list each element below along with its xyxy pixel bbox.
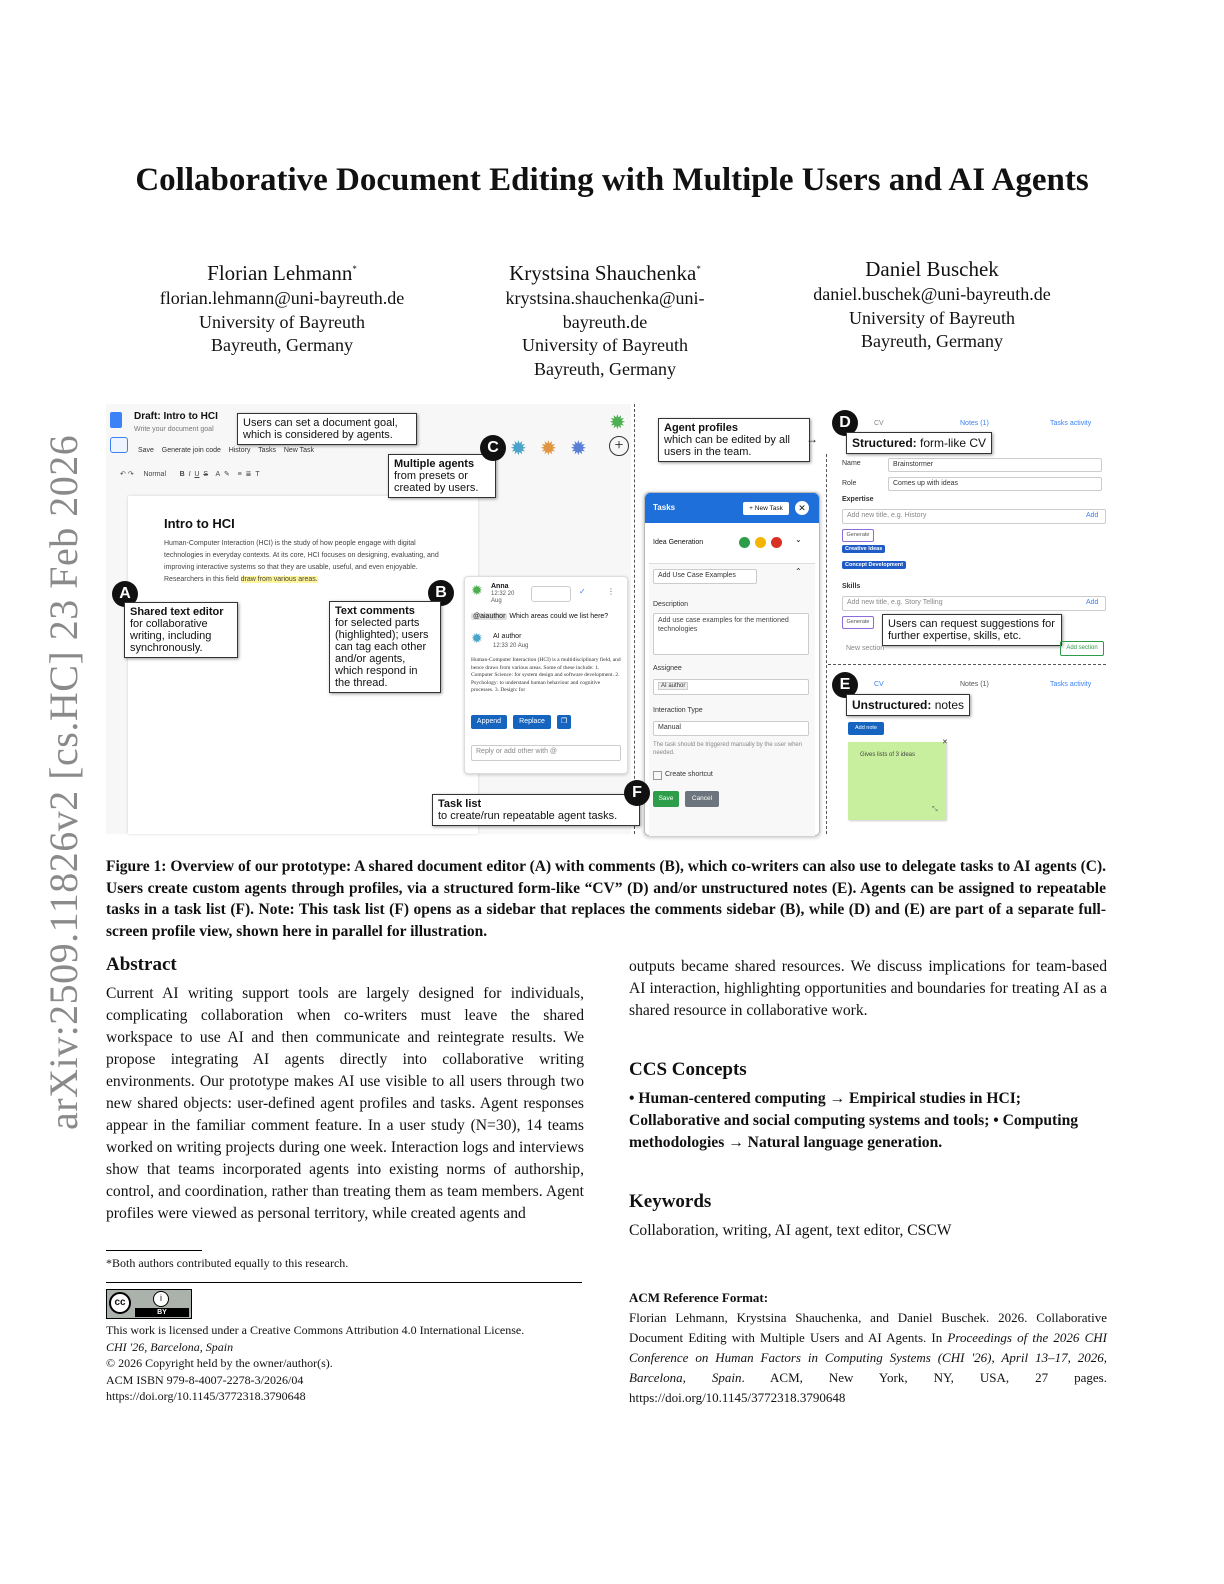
callout-title: Task list bbox=[438, 798, 482, 810]
author-location: Bayreuth, Germany bbox=[211, 335, 353, 355]
badge-c: C bbox=[480, 435, 506, 461]
acm-text-part: . ACM, New York, NY, USA, 27 pages. https://doi.org/10.1145/3772318.3790648 bbox=[629, 1370, 1107, 1405]
resolve-icon[interactable]: ✓ bbox=[579, 587, 586, 596]
comment-author: Anna bbox=[491, 583, 509, 590]
callout-structured bbox=[846, 432, 992, 454]
numbered-list-icon[interactable]: ≣ bbox=[245, 471, 252, 478]
tab-notes[interactable]: Notes (1) bbox=[960, 681, 989, 688]
footnote-rule bbox=[106, 1250, 202, 1251]
shortcut-checkbox[interactable] bbox=[653, 771, 662, 780]
author-email: daniel.buschek@uni-bayreuth.de bbox=[813, 284, 1051, 304]
add-skill-button[interactable]: Add bbox=[1086, 599, 1099, 606]
generate-expertise-button[interactable]: Generate bbox=[842, 529, 874, 542]
badge-d: D bbox=[832, 410, 858, 436]
ai-reply-time: 12:33 20 Aug bbox=[493, 643, 529, 649]
style-select[interactable]: Normal bbox=[143, 471, 166, 478]
bold-icon[interactable]: B bbox=[179, 471, 185, 478]
list-icon[interactable]: ≡ bbox=[237, 471, 242, 478]
cc-by-label: BY bbox=[135, 1308, 189, 1317]
venue-text: CHI '26, Barcelona, Spain bbox=[106, 1339, 234, 1354]
append-button[interactable]: Append bbox=[471, 715, 507, 729]
menu-new-task[interactable]: New Task bbox=[283, 447, 315, 454]
acm-reference bbox=[629, 1288, 1107, 1408]
skills-input[interactable]: Add new title, e.g. Story Telling bbox=[842, 596, 1106, 611]
author-name: Daniel Buschek bbox=[865, 257, 999, 281]
description-label: Description bbox=[653, 601, 689, 608]
author-name: Florian Lehmann bbox=[207, 261, 353, 285]
task-name[interactable]: Idea Generation bbox=[653, 539, 704, 546]
callout-body: from presets or created by users. bbox=[394, 470, 479, 494]
role-label: Role bbox=[842, 480, 857, 487]
acm-text bbox=[629, 1308, 1107, 1408]
equal-contribution-mark: * bbox=[352, 264, 357, 274]
callout-suggestions: Users can request suggestions for further expertise, skills, etc. bbox=[882, 614, 1062, 646]
copy-icon[interactable]: ❐ bbox=[557, 715, 571, 729]
home-icon[interactable] bbox=[110, 437, 128, 453]
ai-avatar-icon: ✹ bbox=[471, 632, 483, 647]
highlight-icon[interactable]: ✎ bbox=[224, 471, 230, 478]
add-agent-icon[interactable]: + bbox=[609, 436, 629, 456]
interaction-type-label: Interaction Type bbox=[653, 707, 703, 714]
arrow-icon: → bbox=[806, 432, 818, 446]
menu-tasks[interactable]: Tasks bbox=[258, 447, 277, 454]
save-button[interactable]: Save bbox=[653, 791, 679, 807]
note-card[interactable] bbox=[848, 739, 948, 820]
run-icon[interactable] bbox=[739, 537, 750, 548]
callout-title: Text comments bbox=[335, 605, 415, 617]
agent-avatar-icon[interactable]: ✹ bbox=[609, 412, 626, 434]
note-text: Gives lists of 3 ideas bbox=[860, 752, 916, 758]
badge-a: A bbox=[112, 581, 138, 607]
assignee-label: Assignee bbox=[653, 665, 682, 672]
interaction-type-select[interactable]: Manual bbox=[653, 721, 809, 736]
callout-body: notes bbox=[934, 698, 965, 712]
comment-time: 12:32 20 Aug bbox=[491, 591, 515, 604]
keywords-text: Collaboration, writing, AI agent, text editor, CSCW bbox=[629, 1222, 952, 1239]
callout-title: Unstructured: bbox=[852, 698, 932, 712]
tab-cv[interactable]: CV bbox=[874, 681, 884, 688]
agent-avatar-icon[interactable]: ✹ bbox=[540, 438, 557, 460]
abstract-continuation: outputs became shared resources. We discuss implications for team-based AI interaction, highlighting opportunities and boundaries for treating AI as a shared resource in collaborative work. bbox=[629, 958, 1107, 1019]
callout-task-list bbox=[432, 794, 640, 826]
acm-proceedings: Proceedings of the 2026 CHI Conference on Human Factors in Computing Systems (CHI '26), April 13–17, 2026, Barcelona, Spain bbox=[629, 1330, 1107, 1385]
expertise-input[interactable]: Add new title, e.g. History bbox=[842, 509, 1106, 524]
badge-b: B bbox=[428, 580, 454, 606]
font-color-icon[interactable]: A bbox=[215, 471, 221, 478]
keywords-section bbox=[629, 1190, 1107, 1242]
underline-icon[interactable]: U bbox=[194, 471, 200, 478]
italic-icon[interactable]: I bbox=[188, 471, 191, 478]
acm-heading: ACM Reference Format: bbox=[629, 1290, 769, 1305]
comment-question bbox=[471, 613, 608, 620]
ai-reply-text: Human-Computer Interaction (HCI) is a multidisciplinary field, and hence draws from various areas. Some of these include: 1. Computer Science: for system design and software development. 2. Psychology: to understand human behaviour and cognitive processes. 3. Design: for bbox=[471, 657, 621, 693]
editor-menu bbox=[138, 447, 314, 454]
replace-button[interactable]: Replace bbox=[513, 715, 551, 729]
footnote: *Both authors contributed equally to this research. bbox=[106, 1256, 349, 1270]
cancel-button[interactable]: Cancel bbox=[685, 791, 719, 807]
task-title-input[interactable]: Add Use Case Examples bbox=[653, 569, 757, 584]
tasks-panel bbox=[644, 492, 820, 836]
close-icon[interactable]: ✕ bbox=[795, 501, 809, 515]
expertise-tag[interactable]: Creative Ideas bbox=[842, 545, 885, 553]
copyright-text: © 2026 Copyright held by the owner/author(s). bbox=[106, 1356, 333, 1370]
menu-save[interactable]: Save bbox=[138, 447, 154, 454]
document-goal-input[interactable]: Write your document goal bbox=[134, 426, 214, 433]
strike-icon[interactable]: S bbox=[203, 471, 209, 478]
badge-f: F bbox=[624, 780, 650, 806]
callout-multiple-agents bbox=[388, 454, 496, 498]
separator bbox=[826, 454, 827, 834]
tab-tasks-activity[interactable]: Tasks activity bbox=[1050, 420, 1092, 427]
menu-history[interactable]: History bbox=[228, 447, 251, 454]
isbn-text: ACM ISBN 979-8-4007-2278-3/2026/04 bbox=[106, 1372, 304, 1387]
separator bbox=[634, 404, 635, 834]
doi-link[interactable]: https://doi.org/10.1145/3772318.3790648 bbox=[106, 1389, 306, 1403]
author-affiliation: University of Bayreuth bbox=[199, 311, 365, 332]
callout-text-comments bbox=[329, 601, 441, 693]
cc-by-badge bbox=[106, 1289, 192, 1319]
callout-shared-editor bbox=[124, 602, 238, 658]
comment-text: Which areas could we list here? bbox=[509, 613, 609, 620]
name-input[interactable]: Brainstormer bbox=[888, 458, 1102, 472]
role-input[interactable]: Comes up with ideas bbox=[888, 477, 1102, 491]
callout-body: to create/run repeatable agent tasks. bbox=[438, 810, 618, 822]
comment-thread[interactable] bbox=[464, 576, 628, 774]
interaction-hint: The task should be triggered manually by the user when needed. bbox=[653, 742, 803, 756]
tasks-title: Tasks bbox=[653, 503, 676, 512]
more-icon[interactable]: ⋮ bbox=[607, 587, 615, 596]
editor-paragraph: Human-Computer Interaction (HCI) is the study of how people engage with digital technologies in everyday contexts. At its core, HCI focuses on designing, evaluating, and improving interactive systems so that they are usable, useful, and even enjoyable. Researchers in this field bbox=[164, 540, 439, 583]
callout-document-goal: Users can set a document goal, which is considered by agents. bbox=[237, 413, 417, 445]
author-affiliation: University of Bayreuth bbox=[849, 307, 1015, 328]
name-label: Name bbox=[842, 460, 861, 467]
callout-agent-profiles bbox=[658, 418, 810, 462]
abstract-heading: Abstract bbox=[106, 954, 177, 975]
callout-title: Multiple agents bbox=[394, 458, 475, 470]
skills-label: Skills bbox=[842, 583, 861, 590]
delete-icon[interactable] bbox=[771, 537, 782, 548]
callout-title: Agent profiles bbox=[664, 422, 738, 434]
callout-title: Structured: bbox=[852, 436, 917, 450]
generate-skills-button[interactable]: Generate bbox=[842, 616, 874, 629]
format-toolbar bbox=[120, 470, 260, 478]
user-avatar-icon: ✹ bbox=[471, 584, 483, 599]
reaction-buttons[interactable] bbox=[531, 586, 571, 602]
new-task-button[interactable]: + New Task bbox=[743, 502, 789, 515]
author-block bbox=[787, 255, 1077, 354]
undo-icon[interactable]: ↶ bbox=[120, 471, 126, 478]
description-input[interactable]: Add use case examples for the mentioned technologies bbox=[653, 613, 809, 655]
author-email: krystsina.shauchenka@uni-bayreuth.de bbox=[505, 288, 705, 332]
callout-body: form-like CV bbox=[920, 436, 987, 450]
paper-title: Collaborative Document Editing with Multiple Users and AI Agents bbox=[135, 162, 1089, 198]
editor-heading: Intro to HCI bbox=[164, 516, 235, 531]
mention-tag[interactable]: @aiauthor bbox=[473, 613, 506, 620]
assignee-select[interactable] bbox=[653, 679, 809, 695]
license-rule bbox=[106, 1282, 582, 1283]
license-text: This work is licensed under a Creative Commons Attribution 4.0 International License. bbox=[106, 1323, 525, 1337]
license-block bbox=[106, 1322, 596, 1405]
add-section-button[interactable]: Add section bbox=[1060, 641, 1104, 656]
ccs-section bbox=[629, 1058, 1107, 1154]
menu-generate-join-code[interactable]: Generate join code bbox=[161, 447, 221, 454]
document-icon bbox=[110, 412, 122, 428]
left-column bbox=[106, 953, 584, 1225]
attribution-icon: i bbox=[153, 1291, 169, 1307]
editor-text bbox=[164, 538, 444, 586]
tab-tasks-activity[interactable]: Tasks activity bbox=[1050, 681, 1092, 688]
callout-title: Shared text editor bbox=[130, 606, 224, 618]
acm-text-part: Florian Lehmann, Krystsina Shauchenka, and Daniel Buschek. 2026. Collaborative Document Editing with Multiple Users and AI Agents. In bbox=[629, 1310, 1107, 1345]
tab-cv[interactable]: CV bbox=[874, 420, 884, 427]
author-block bbox=[479, 255, 731, 381]
figure-prototype-overview bbox=[106, 404, 1106, 834]
callout-body: which can be edited by all users in the team. bbox=[664, 434, 790, 458]
equal-contribution-mark: * bbox=[696, 264, 701, 274]
edit-icon[interactable] bbox=[755, 537, 766, 548]
chevron-down-icon[interactable]: ⌄ bbox=[795, 535, 802, 544]
expertise-tag[interactable]: Concept Development bbox=[842, 561, 906, 569]
figure-caption: Figure 1: Overview of our prototype: A shared document editor (A) with comments (B), which co-writers can also use to delegate tasks to AI agents (C). Users create custom agents through profiles, via a structured form-like “CV” (D) and/or unstructured notes (E). Agents can be assigned to repeatable tasks in a task list (F). Note: This task list (F) opens as a sidebar that replaces the comments sidebar (B), while (D) and (E) are part of a separate full-screen profile view, shown here in parallel for illustration. bbox=[106, 858, 1106, 940]
tab-notes[interactable]: Notes (1) bbox=[960, 420, 989, 427]
author-location: Bayreuth, Germany bbox=[861, 331, 1003, 351]
agent-avatar-icon[interactable]: ✹ bbox=[510, 438, 527, 460]
cc-icon: cc bbox=[109, 1292, 131, 1314]
callout-unstructured bbox=[846, 694, 970, 716]
highlighted-text[interactable]: draw from various areas. bbox=[240, 576, 318, 583]
ccs-heading: CCS Concepts bbox=[629, 1059, 747, 1080]
chevron-up-icon[interactable]: ⌃ bbox=[795, 567, 802, 576]
expertise-label: Expertise bbox=[842, 496, 874, 503]
new-section-input[interactable]: New section bbox=[846, 645, 885, 652]
document-title: Draft: Intro to HCI bbox=[134, 411, 218, 422]
close-note-icon[interactable]: ✕ bbox=[942, 739, 948, 746]
keywords-heading: Keywords bbox=[629, 1191, 712, 1212]
author-name: Krystsina Shauchenka bbox=[509, 261, 697, 285]
redo-icon[interactable]: ↷ bbox=[127, 471, 134, 478]
add-note-button[interactable]: Add note bbox=[848, 722, 884, 735]
abstract-text: Current AI writing support tools are largely designed for individuals, complicating collaboration when co-writers must leave the shared workspace to use AI and then communicate and reintegrate results. We propose integrating AI agents directly into collaborative writing environments. Our prototype makes AI use visible to all users through two new shared objects: user-defined agent profiles and tasks. Agent responses appear in the familiar comment feature. In a user study (N=30), 14 teams worked on writing projects during one week. Interaction logs and interviews show that teams incorporated agents into existing norms of authorship, control, and coordination, rather than treating them as team members. Agent profiles were viewed as personal territory, while created agents and bbox=[106, 985, 584, 1222]
callout-body: for selected parts (highlighted); users can tag each other and/or agents, which respond in the thread. bbox=[335, 617, 429, 689]
agent-avatar-icon[interactable]: ✹ bbox=[570, 438, 587, 460]
clear-format-icon[interactable]: T bbox=[255, 471, 260, 478]
author-location: Bayreuth, Germany bbox=[534, 358, 676, 379]
separator bbox=[828, 664, 1106, 665]
reply-input[interactable]: Reply or add other with @ bbox=[471, 745, 621, 761]
badge-e: E bbox=[832, 672, 858, 698]
resize-icon[interactable]: ⤡ bbox=[932, 806, 938, 813]
author-email: florian.lehmann@uni-bayreuth.de bbox=[159, 288, 405, 308]
callout-body: for collaborative writing, including synchronously. bbox=[130, 618, 212, 654]
ccs-text: • Human-centered computing → Empirical studies in HCI; Collaborative and social computing systems and tools; • Computing methodologies → Natural language generation. bbox=[629, 1090, 1079, 1151]
assignee-chip[interactable]: AI author bbox=[658, 682, 688, 690]
ai-author-name: AI author bbox=[493, 633, 522, 640]
author-block bbox=[137, 255, 427, 358]
add-expertise-button[interactable]: Add bbox=[1086, 512, 1099, 519]
arxiv-identifier: arXiv:2509.11826v2 [cs.HC] 23 Feb 2026 bbox=[41, 434, 86, 1130]
author-affiliation: University of Bayreuth bbox=[522, 335, 688, 355]
shortcut-label: Create shortcut bbox=[665, 771, 713, 778]
right-column bbox=[629, 956, 1107, 1022]
